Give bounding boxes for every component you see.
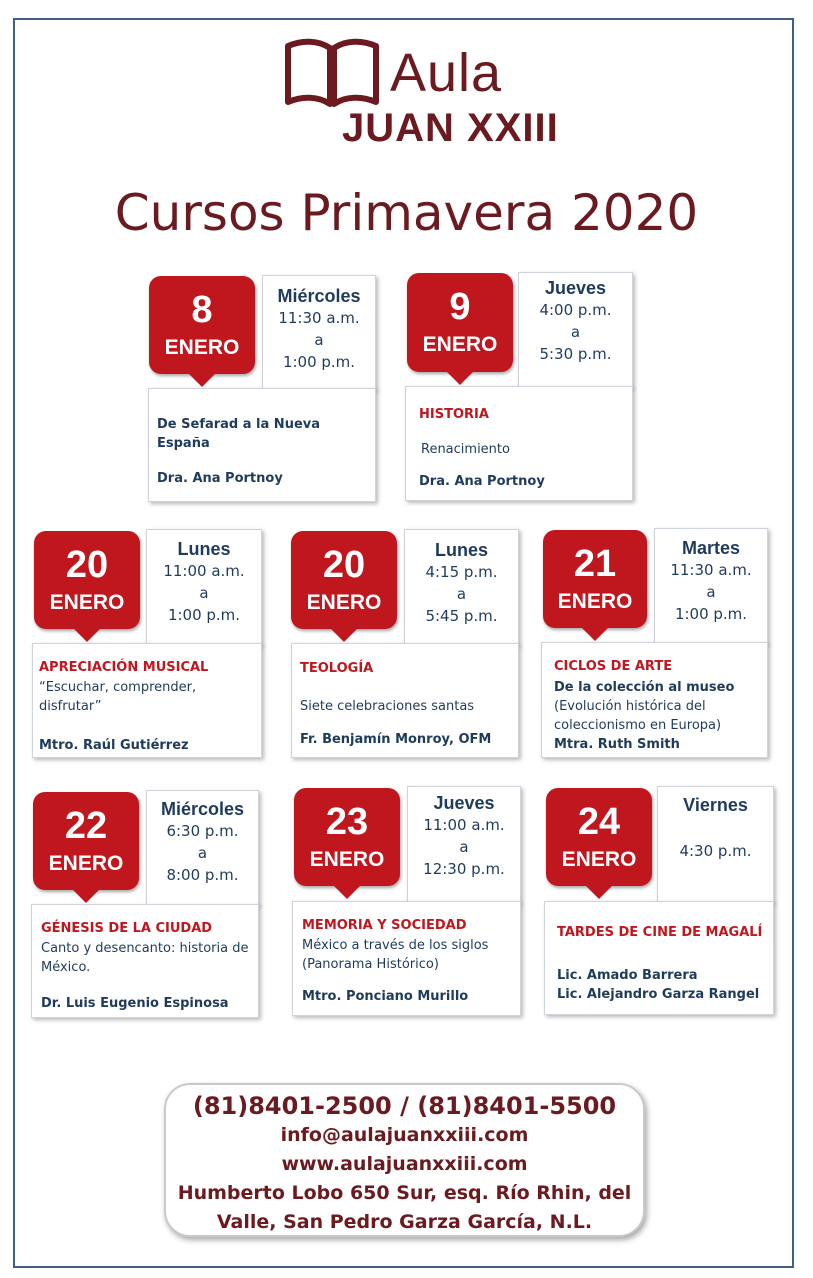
badge-month: ENERO — [48, 852, 124, 875]
date-badge — [291, 531, 397, 629]
badge-month: ENERO — [309, 848, 385, 871]
badge-day: 20 — [65, 544, 109, 586]
course-subtitle: De Sefarad a la Nueva España — [157, 417, 321, 451]
teacher-name: Fr. Benjamín Monroy, OFM — [300, 732, 492, 747]
time-start: 11:00 a.m. — [163, 562, 245, 580]
time-start: 4:15 p.m. — [425, 563, 498, 581]
time-separator: a — [706, 583, 716, 601]
time-start: 4:00 p.m. — [539, 301, 612, 319]
badge-month: ENERO — [306, 591, 382, 614]
course-subtitle: Renacimiento — [421, 442, 510, 457]
weekday: Miércoles — [160, 799, 245, 819]
time-start: 11:30 a.m. — [670, 561, 752, 579]
time-separator: a — [570, 323, 581, 341]
course-subtitle: Siete celebraciones santas — [300, 699, 475, 714]
page-title: Cursos Primavera 2020 — [114, 184, 699, 242]
date-badge — [294, 788, 400, 886]
date-badge — [149, 276, 255, 374]
time-end: 5:30 p.m. — [539, 345, 612, 363]
badge-day: 9 — [449, 286, 471, 328]
weekday: Martes — [681, 538, 741, 558]
time-end: 12:30 p.m. — [423, 860, 505, 878]
logo-text-juan: JUAN XXIII — [342, 106, 559, 150]
course-subtitle: México a través de los siglos (Panorama Histórico) — [302, 938, 489, 972]
course-subtitle-bold: De la colección al museo — [554, 680, 735, 695]
date-badge — [34, 531, 140, 629]
schedule-box — [518, 272, 633, 388]
time-separator: a — [456, 585, 467, 603]
date-badge — [33, 792, 139, 890]
teacher-name-2: Lic. Alejandro Garza Rangel — [557, 987, 760, 1002]
time-end: 1:00 p.m. — [167, 606, 241, 624]
schedule-box — [146, 529, 262, 645]
weekday: Miércoles — [277, 286, 361, 306]
weekday: Jueves — [544, 278, 607, 298]
teacher-name: Dra. Ana Portnoy — [157, 471, 283, 486]
contact-address-line1: Humberto Lobo 650 Sur, esq. Río Rhin, del — [177, 1182, 632, 1204]
time-separator: a — [459, 838, 469, 856]
course-info-box — [541, 642, 768, 758]
course-info-box — [544, 901, 774, 1015]
contact-website: www.aulajuanxxiii.com — [281, 1153, 528, 1175]
teacher-name: Mtro. Ponciano Murillo — [302, 989, 469, 1004]
time-start: 11:30 a.m. — [278, 309, 360, 327]
course-info-box — [291, 643, 519, 758]
time-start: 4:30 p.m. — [679, 842, 752, 860]
contact-box — [164, 1083, 645, 1237]
badge-month: ENERO — [164, 336, 240, 359]
course-subtitle: Canto y desencanto: historia de México. — [41, 941, 249, 975]
time-separator: a — [314, 331, 324, 349]
badge-day: 22 — [64, 805, 108, 847]
course-subtitle: “Escuchar, comprender, disfrutar” — [39, 680, 197, 714]
time-end: 1:00 p.m. — [674, 605, 748, 623]
badge-day: 20 — [322, 544, 366, 586]
time-start: 6:30 p.m. — [166, 822, 239, 840]
course-category: MEMORIA Y SOCIEDAD — [302, 918, 467, 933]
date-badge — [546, 788, 652, 886]
badge-day: 23 — [325, 801, 369, 843]
badge-day: 21 — [573, 543, 617, 585]
schedule-box — [407, 786, 521, 903]
weekday: Jueves — [433, 793, 495, 813]
course-info-box — [292, 901, 521, 1016]
time-start: 11:00 a.m. — [423, 816, 505, 834]
course-subtitle: (Evolución histórica del coleccionismo en Europa) — [554, 699, 722, 733]
badge-month: ENERO — [49, 591, 125, 614]
time-separator: a — [199, 584, 209, 602]
schedule-box — [146, 790, 259, 906]
schedule-box — [404, 529, 519, 645]
badge-day: 24 — [577, 801, 621, 843]
badge-month: ENERO — [561, 848, 637, 871]
contact-email: info@aulajuanxxiii.com — [280, 1124, 529, 1146]
logo — [282, 38, 572, 153]
teacher-name: Dr. Luis Eugenio Espinosa — [41, 996, 229, 1011]
course-category: CICLOS DE ARTE — [554, 659, 673, 674]
logo-text-aula: Aula — [390, 43, 503, 103]
open-book-icon — [282, 38, 382, 110]
schedule-box — [262, 275, 376, 390]
badge-month: ENERO — [422, 333, 498, 356]
course-category: GÉNESIS DE LA CIUDAD — [41, 921, 213, 936]
course-category: HISTORIA — [419, 407, 489, 422]
contact-phones: (81)8401-2500 / (81)8401-5500 — [192, 1092, 617, 1120]
course-info-box — [405, 386, 633, 501]
course-info-box — [31, 904, 259, 1018]
weekday: Viernes — [683, 795, 748, 815]
schedule-box — [654, 528, 768, 644]
contact-address-line2: Valle, San Pedro Garza García, N.L. — [216, 1211, 593, 1233]
teacher-name: Mtro. Raúl Gutiérrez — [39, 738, 189, 753]
badge-day: 8 — [191, 289, 213, 331]
course-category: TEOLOGÍA — [300, 661, 374, 676]
teacher-name: Mtra. Ruth Smith — [554, 737, 680, 752]
date-badge — [407, 273, 513, 372]
course-category: TARDES DE CINE DE MAGALÍ — [557, 925, 763, 940]
time-end: 1:00 p.m. — [282, 353, 356, 371]
schedule-box — [657, 786, 774, 903]
time-separator: a — [197, 844, 208, 862]
badge-month: ENERO — [557, 590, 633, 613]
weekday: Lunes — [177, 539, 231, 559]
time-end: 5:45 p.m. — [425, 607, 498, 625]
course-info-box — [32, 643, 262, 758]
course-info-box — [148, 388, 376, 502]
teacher-name: Dra. Ana Portnoy — [419, 474, 545, 489]
date-badge — [543, 530, 647, 628]
weekday: Lunes — [434, 540, 488, 560]
teacher-name: Lic. Amado Barrera — [557, 968, 698, 983]
time-end: 8:00 p.m. — [166, 866, 239, 884]
course-category: APRECIACIÓN MUSICAL — [39, 660, 209, 675]
